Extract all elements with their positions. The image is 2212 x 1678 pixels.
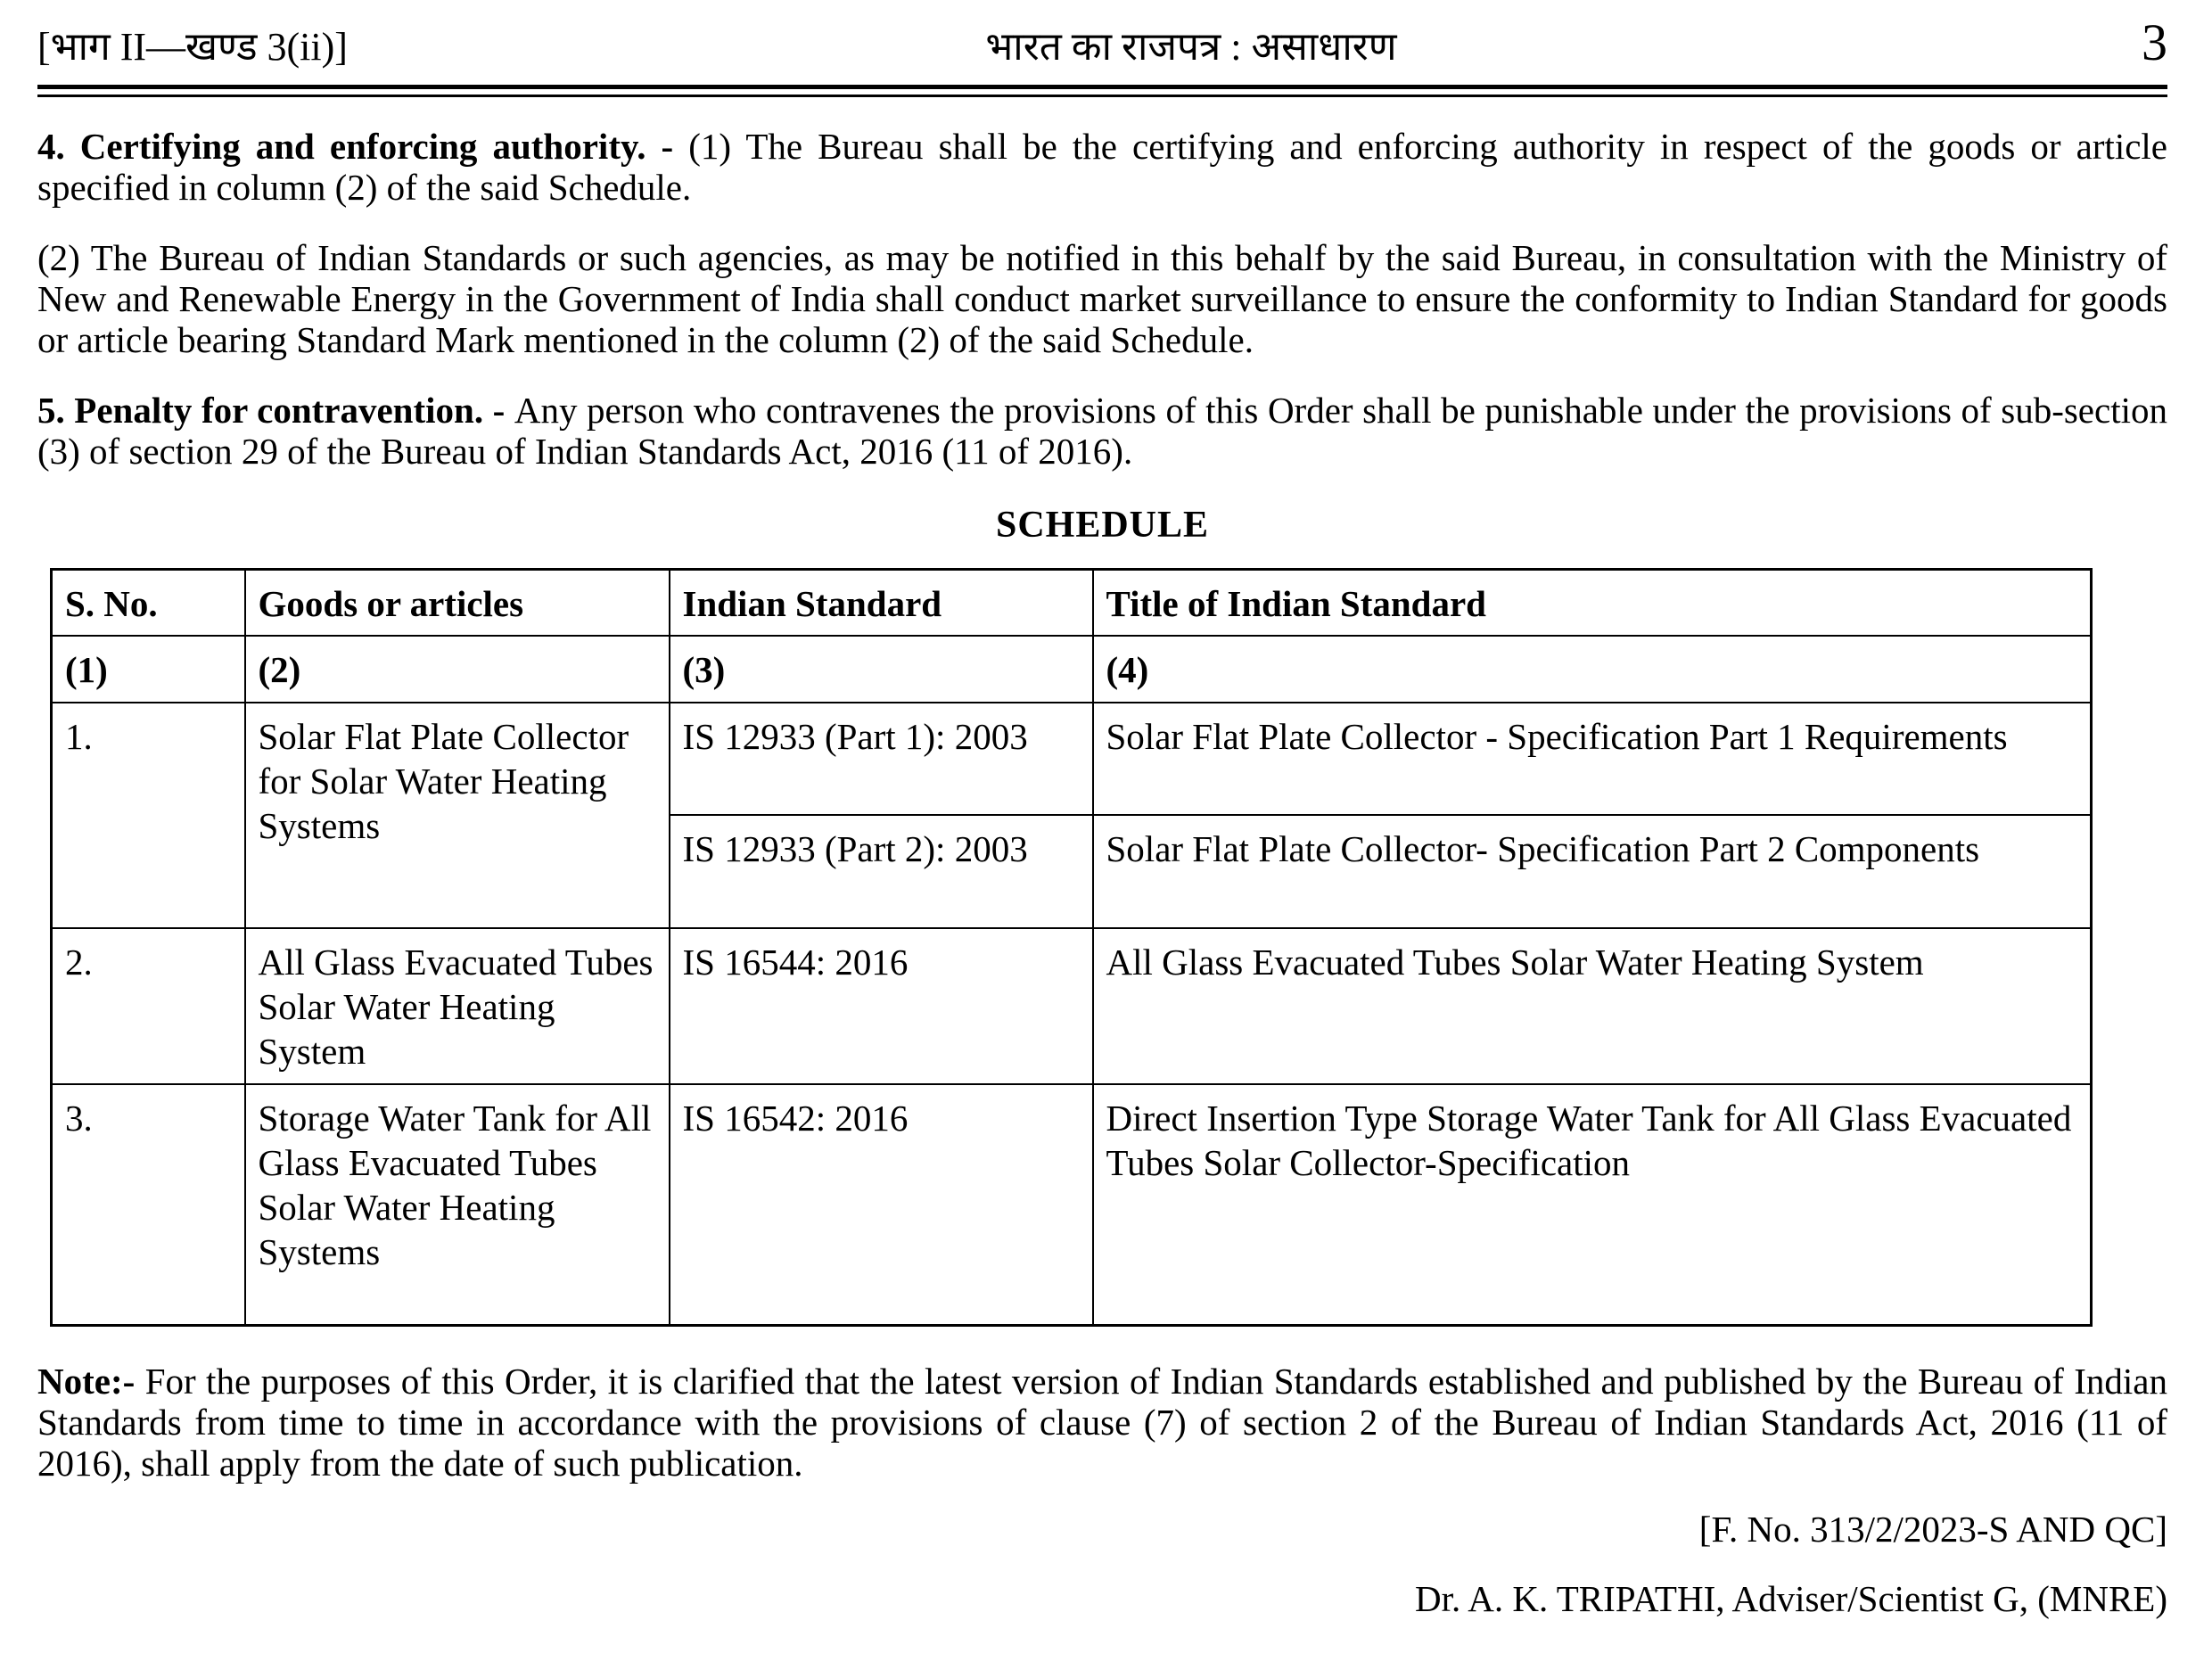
col-number-3: (3) [670,636,1093,703]
col-number-4: (4) [1093,636,2092,703]
cell-standard: IS 12933 (Part 1): 2003 [670,703,1093,815]
cell-title: Solar Flat Plate Collector- Specification Part 2 Components [1093,815,2092,928]
page-header [37,12,2167,72]
cell-standard: IS 12933 (Part 2): 2003 [670,815,1093,928]
cell-goods: Storage Water Tank for All Glass Evacuated Tubes Solar Water Heating Systems [245,1084,670,1325]
col-header-sno: S. No. [52,570,245,637]
table-row [52,928,2092,1084]
clause-4-heading: 4. Certifying and enforcing authority. - [37,126,689,167]
col-header-title: Title of Indian Standard [1093,570,2092,637]
col-header-standard: Indian Standard [670,570,1093,637]
cell-goods: All Glass Evacuated Tubes Solar Water Heating System [245,928,670,1084]
header-divider [37,85,2167,97]
table-colnumber-row [52,636,2092,703]
header-part-section: [भाग II—खण्ड 3(ii)] [37,25,348,69]
col-number-2: (2) [245,636,670,703]
clause-2-text: (2) The Bureau of Indian Standards or such agencies, as may be notified in this behalf by the said Bureau, in consultation with the Ministry of New and Renewable Energy in the Government of India shall conduct market surveillance to ensure the conformity to Indian Standard for goods or article bearing Standard Mark mentioned in the column (2) of the said Schedule. [37,236,2167,361]
header-page-number: 3 [2142,13,2167,71]
col-number-1: (1) [52,636,245,703]
schedule-table [50,568,2093,1327]
table-row [52,703,2092,815]
clause-2-paragraph [37,237,2167,361]
table-row [52,1084,2092,1325]
cell-sno: 2. [52,928,245,1084]
clause-5-heading: 5. Penalty for contravention. - [37,389,514,431]
note-text: For the purposes of this Order, it is clarified that the latest version of Indian Standards established and published by the Bureau of Indian Standards from time to time in accordance with the provisions of clause (7) of section 2 of the Bureau of Indian Standards Act, 2016 (11 of 2016), shall apply from the date of such publication. [37,1360,2167,1485]
cell-title: Solar Flat Plate Collector - Specification Part 1 Requirements [1093,703,2092,815]
cell-title: All Glass Evacuated Tubes Solar Water Heating System [1093,928,2092,1084]
note-label: Note:- [37,1360,145,1402]
file-number: [F. No. 313/2/2023-S AND QC] [1698,1508,2167,1550]
cell-standard: IS 16542: 2016 [670,1084,1093,1325]
clause-5-paragraph [37,390,2167,473]
cell-standard: IS 16544: 2016 [670,928,1093,1084]
clause-5-text: Any person who contravenes the provisions of this Order shall be punishable under the provisions of sub-section (3) of section 29 of the Bureau of Indian Standards Act, 2016 (11 of 2016). [37,389,2167,472]
cell-sno: 3. [52,1084,245,1325]
clause-4-text: (1) The Bureau shall be the certifying and enforcing authority in respect of the goods or article specified in column (2) of the said Schedule. [37,126,2167,209]
cell-title: Direct Insertion Type Storage Water Tank for All Glass Evacuated Tubes Solar Collector-Specification [1093,1084,2092,1325]
cell-goods: Solar Flat Plate Collector for Solar Water Heating Systems [245,703,670,928]
clause-4-paragraph [37,126,2167,209]
table-header-row [52,570,2092,637]
header-gazette-title: भारत का राजपत्र : असाधारण [985,25,1397,69]
note-paragraph [37,1361,2167,1485]
signature-line: Dr. A. K. TRIPATHI, Adviser/Scientist G, (MNRE) [1415,1577,2167,1619]
cell-sno: 1. [52,703,245,928]
col-header-goods: Goods or articles [245,570,670,637]
schedule-title: SCHEDULE [995,505,1210,547]
